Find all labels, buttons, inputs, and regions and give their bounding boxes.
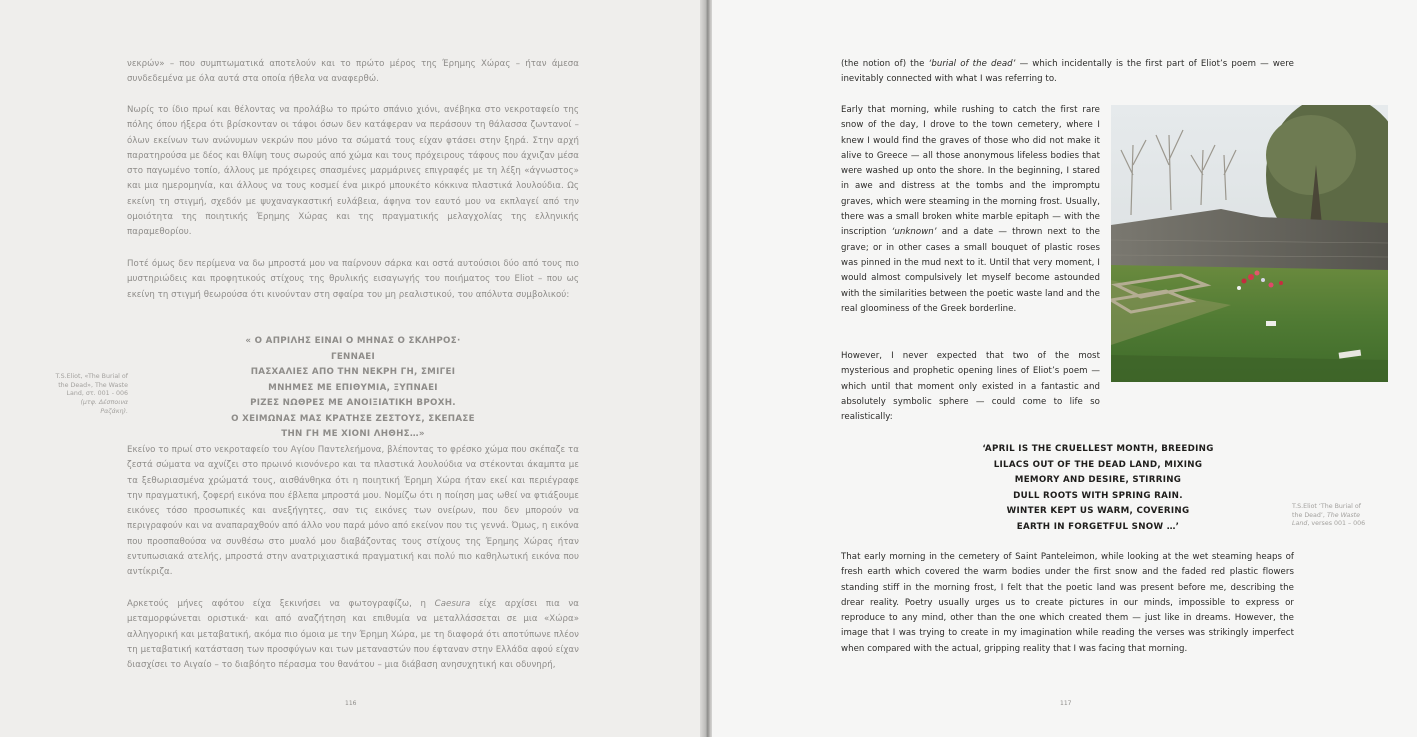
left-paragraph-4: Εκείνο το πρωί στο νεκροταφείο του Αγίου Παντελεήμονα, βλέποντας το φρέσκο χώμα που σκέπαζε τα ζεστά σώματα να αχνίζει στο πρωινό κιονόνερο και τα πλαστικά λουλούδια να στέκονται άκαμπτα με τα ξεθωριασμένα χρώματά τους, αισθάνθηκα ότι η ποιητική Έρημη Χώρα ήταν εκεί και περιέγραφε την πραγματική, ζοφερή εικόνα που έβλεπα μπροστά μου. Νομίζω ότι η ποίηση μας ωθεί να φτιάξουμε εικόνες τόσο προσωπικές και ανεξήγητες, σαν τις εικόνες των ονείρων, που δεν μπορούν να περιγραφούν και να αναπαραχθούν από άλλο νου παρά μόνο από εκείνον που τις γεννά. Όμως, η εικόνα που προσπαθούσα να συνθέσω στο μυαλό μου διαβάζοντας τους στίχους της Έρημης Χώρας ήταν εντυπωσιακά ατελής, μπροστά στην ανατριχιαστικά πραγματική και πολύ πιο καθηλωτική εικόνα που αντίκριζα. xyxy=(127,445,579,578)
left-poem-quote xyxy=(227,334,479,443)
poem-line: LILACS OUT OF THE DEAD LAND, MIXING xyxy=(993,459,1203,470)
text-run: the Dead’, xyxy=(1292,511,1325,519)
poem-line: Ο ΧΕΙΜΩΝΑΣ ΜΑΣ ΚΡΑΤΗΣΕ ΖΕΣΤΟΥΣ, ΣΚΕΠΑΣΕ xyxy=(231,413,475,424)
emphasis-text: The Waste xyxy=(1326,511,1361,519)
right-paragraph-4: That early morning in the cemetery of Saint Panteleimon, while looking at the wet steaming heaps of fresh earth which covered the warm bodies under the first snow and the faded red plastic flowers standing stiff in the morning frost, I felt that the poetic land was present before me, describing the drear reality. Poetry usually urges us to create pictures in our minds, impossible to express or reproduce to any mind, other than the one which created them — just like in dreams. However, the image that I was trying to create in my imagination while reading the verses was strikingly imperfect when compared with the actual, gripping reality that I was facing that morning. xyxy=(841,552,1294,654)
poem-line: EARTH IN FORGETFUL SNOW …’ xyxy=(1016,521,1180,532)
note-line: T.S.Eliot, «The Burial of xyxy=(55,373,128,380)
text-run: είχε αρχίσει πια να μεταμορφώνεται οριστικά· και από αναζήτηση και επιθυμία να μεταλλάσσεται σε μια «Χώρα» αλληγορική και μεταβατική, ακόμα πιο όμοια με την Έρημη Χώρα, με τη διαφορά ότι αποτύπωνε πλέον τη μεταβατική κατάσταση των προσφύγων και των μεταναστών που έφταναν στην Ελλάδα αφού είχαν διασχίσει το Αιγαίο – το διαβόητο πέρασμα του θανάτου – μια διάβαση ανησυχητική και οδυνηρή, xyxy=(127,599,579,671)
left-paragraph-5 xyxy=(127,597,579,673)
note-line xyxy=(1292,520,1402,529)
note-line: T.S.Eliot ‘The Burial of xyxy=(1292,503,1361,510)
note-line: Land, στ. 001 - 006 xyxy=(66,390,128,398)
right-poem-quote xyxy=(948,442,1248,535)
right-paragraph-2 xyxy=(841,103,1100,317)
poem-line: MEMORY AND DESIRE, STIRRING xyxy=(1014,475,1182,485)
text-run: Αρκετούς μήνες αφότου είχα ξεκινήσει να φωτογραφίζω, η xyxy=(127,599,427,609)
note-line: Ραζάκη). xyxy=(100,407,128,415)
text-run: , verses 001 – 006 xyxy=(1307,520,1366,528)
page-number: 117 xyxy=(1060,700,1072,707)
poem-line: DULL ROOTS WITH SPRING RAIN. xyxy=(1013,490,1183,501)
right-paragraph-3: However, I never expected that two of the most mysterious and prophetic opening lines of Eliot’s poem — which until that moment only existed in a fantastic and absolutely symbolic sphere — could come to life so realistically: xyxy=(841,351,1100,423)
poem-line: « Ο ΑΠΡΙΛΗΣ ΕΙΝΑΙ Ο ΜΗΝΑΣ Ο ΣΚΛΗΡΟΣ· ΓΕΝΝΑΕΙ xyxy=(245,336,461,362)
note-line xyxy=(1292,512,1402,521)
emphasis-text: ‘burial of the dead’ xyxy=(928,59,1016,69)
right-margin-note xyxy=(1292,503,1402,529)
poem-line: ΠΑΣΧΑΛΙΕΣ ΑΠΟ ΤΗΝ ΝΕΚΡΗ ΓΗ, ΣΜΙΓΕΙ xyxy=(250,367,456,377)
left-page xyxy=(0,0,705,737)
left-paragraph-2: Νωρίς το ίδιο πρωί και θέλοντας να προλάβω το πρώτο σπάνιο χιόνι, ανέβηκα στο νεκροταφείο της πόλης όπου ήξερα ότι βρίσκονταν οι τάφοι όσων δεν κατάφεραν να περάσουν τη θάλασσα ζωντανοί – όλων εκείνων των ανώνυμων νεκρών που μόνο τα σώματά τους είχαν φτάσει στην ξηρά. Στην αρχή παρατηρούσα με δέος και θλίψη τους σωρούς από χώμα και τους πρόχειρους τάφους που άχνιζαν μέσα στο παγωμένο τοπίο, άλλους με πρόχειρες σπασμένες μαρμάρινες επιγραφές με τη λέξη «άγνωστος» και μια ημερομηνία, και άλλους να τους κοσμεί ένα μικρό μπουκέτο κόκκινα πλαστικά λουλούδια. Ως εκείνη τη στιγμή, σχεδόν με ψυχαναγκαστική ευλάβεια, άφηνα τον εαυτό μου να εκπλαγεί από την ομοιότητα της ποιητικής Έρημης Χώρας και της πραγματικής μελαγχολίας της ελληνικής παραμεθορίου. xyxy=(127,105,579,238)
cemetery-photo-image xyxy=(1111,105,1388,382)
text-run: and a date — thrown next to the grave; or in other cases a small bouquet of plastic roses was pinned in the mud next to it. Until that very moment, I would almost compulsively let myself become astounded with the similarities between the poetic waste land and the real gloominess of the Greek borderline. xyxy=(841,227,1100,314)
text-run: — which incidentally is the first part of Eliot’s poem — were inevitably connected with what I was referring to. xyxy=(841,59,1294,85)
right-paragraph-1 xyxy=(841,57,1294,88)
text-run: Early that morning, while rushing to catch the first rare snow of the day, I drove to the town cemetery, where I knew I would find the graves of those who did not make it alive to Greece — all those anonymous lifeless bodies that were washed up onto the shore. In the beginning, I stared in awe and distress at the tombs and the impromptu graves, which were steaming in the morning frost. Usually, there was a small broken white marble epitaph — with the inscription xyxy=(841,105,1100,238)
poem-line: ΡΙΖΕΣ ΝΩΘΡΕΣ ΜΕ ΑΝΟΙΞΙΑΤΙΚΗ ΒΡΟΧΗ. xyxy=(250,398,456,408)
right-page xyxy=(712,0,1417,737)
emphasis-text: Caesura xyxy=(434,599,471,609)
poem-line: WINTER KEPT US WARM, COVERING xyxy=(1006,506,1190,516)
text-run: (the notion of) the xyxy=(841,59,925,69)
note-line: (μτφ. Δέσποινα xyxy=(80,399,128,407)
emphasis-text: Land xyxy=(1292,520,1308,528)
left-paragraph-1: νεκρών» – που συμπτωματικά αποτελούν και το πρώτο μέρος της Έρημης Χώρας – ήταν άμεσα συνδεδεμένα με όλα αυτά στα οποία ήθελα να αναφερθώ. xyxy=(127,59,579,85)
poem-line: ΤΗΝ ΓΗ ΜΕ ΧΙΟΝΙ ΛΗΘΗΣ…» xyxy=(281,429,425,439)
emphasis-text: ‘unknown’ xyxy=(891,227,937,238)
left-paragraph-3: Ποτέ όμως δεν περίμενα να δω μπροστά μου να παίρνουν σάρκα και οστά αυτούσιοι δύο από τους πιο μυστηριώδεις και προφητικούς στίχους της θρυλικής εισαγωγής του ποιήματος του Eliot – που ως εκείνη τη στιγμή θεωρούσα ότι κινούνταν στη σφαίρα του μη ρεαλιστικού, του απόλυτα συμβολικού: xyxy=(127,259,579,300)
poem-line: ‘APRIL IS THE CRUELLEST MONTH, BREEDING xyxy=(982,444,1214,454)
cemetery-photo xyxy=(1111,105,1388,382)
left-margin-note xyxy=(20,373,128,417)
page-number: 116 xyxy=(345,700,357,707)
poem-line: ΜΝΗΜΕΣ ΜΕ ΕΠΙΘΥΜΙΑ, ΞΥΠΝΑΕΙ xyxy=(268,382,438,393)
note-line: the Dead», The Waste xyxy=(58,381,128,389)
